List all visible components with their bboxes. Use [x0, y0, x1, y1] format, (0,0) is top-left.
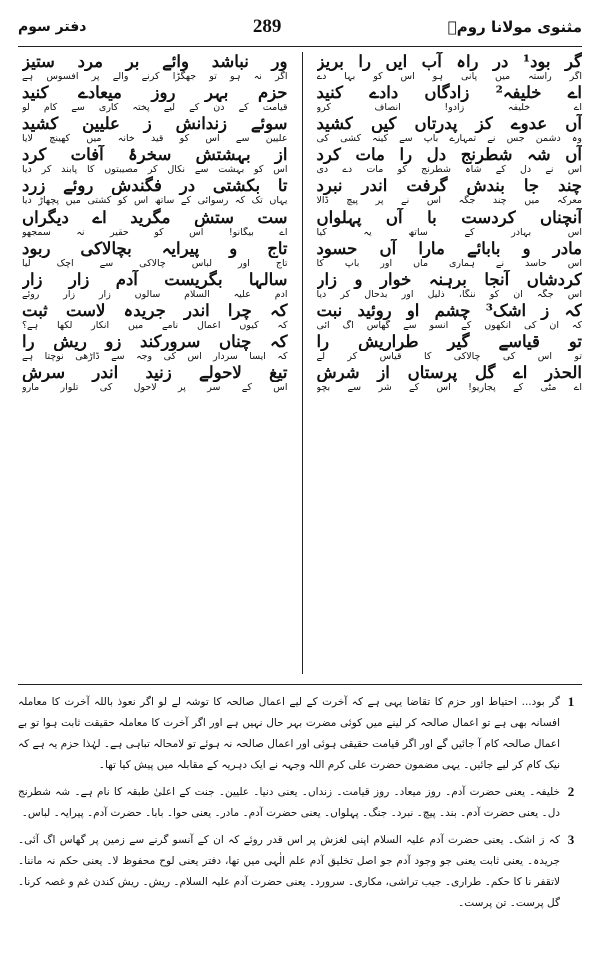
couplet	[317, 207, 583, 238]
translation-line: علیین سے اس کو قید خانہ میں کھینچ لایا	[22, 133, 288, 145]
couplet	[22, 114, 288, 145]
verse-line: الحذر اے گل پرستاں از شرش	[316, 363, 582, 383]
translation-line: کہ ان کی آنکھوں کے آنسو سے گھاس اگ آئی	[316, 319, 582, 331]
translation-line: اس جگہ ان کو ننگا، ذلیل اور بدحال کر دیا	[316, 288, 582, 300]
translation-line: اس کو بہشت سے نکال کر مصیبتوں کا پابند کر دیا	[22, 164, 288, 176]
footnote-number: 3	[567, 832, 575, 847]
couplet	[22, 52, 288, 83]
translation-line: قیامت کے دن کے لیے پختہ کاری سے کام لو	[22, 102, 288, 114]
couplet	[22, 145, 288, 176]
translation-line: آدم علیہ السلام سالوں زار زار روئے	[22, 288, 288, 300]
couplet	[22, 176, 288, 207]
translation-line: اس کے سر پر لاحول کی تلوار مارو	[22, 382, 288, 394]
footnote-text: گر بود... احتیاط اور حزم کا تقاضا یہی ہے کہ آخرت کے لیے اعمال صالحہ کا توشہ لے لو اگر نعوذ باللہ آخرت کا معاملہ افسانہ بھی ہے تو اعمال صالحہ کر لینے میں کوئی مضرت بہر حال نہیں ہے اور اگر آخرت کا معاملہ حقیقت ثابت ہوا تو بے اعمال صالحہ کام آ جائیں گے اور اگر قیامت حقیقی ہوئی اور اعمال صالحہ نہ ہوئے تو لامحالہ تباہی ہے۔ لہٰذا حزم یہ ہے کہ نیک کام کر لیے جائیں۔ یہی مضمون حضرت علی کرم اللہ وجہہ نے ایک دہریہ کے مقابلہ میں پیش کیا تھا۔	[18, 696, 560, 771]
couplet	[317, 239, 583, 270]
couplet	[22, 83, 288, 114]
verse-line: چند جا بندش گرفت اندر نبرد	[316, 176, 582, 196]
verse-line: گر بود¹ در راہ آب ایں را بریز	[316, 52, 582, 72]
verse-line: آنچناں کردست با آں پہلواں	[316, 207, 582, 227]
couplet	[317, 301, 583, 332]
translation-line: اگر نہ ہو تو جھگڑا کرنے والے پر افسوس ہے	[22, 71, 288, 83]
translation-line: تاج اور لباس چالاکی سے اچک لیا	[22, 257, 288, 269]
footnote-divider	[18, 684, 582, 685]
translation-line: تو اس کی چالاکی کا قیاس کر لے	[316, 350, 582, 362]
verse-line: حزم بہر روز میعادے کنید	[22, 83, 288, 103]
footnote-text: کہ ز اشک۔ یعنی حضرت آدم علیہ السلام اپنی لغزش پر اس قدر روئے کہ ان کے آنسو گرنے سے زمین پر گھاس اگ آئی۔ جریدہ۔ یعنی ثابت یعنی جو وجود آدم جو اصل تخلیق آدم علم الٰہی میں تھا، دفتر یعنی لوح محفوظ لا۔ یعنی حکم نہ ماننا۔ لاتقفر نا کا حکم۔ طراری۔ جیب تراشی، مکاری۔ سرورد۔ یعنی حضرت آدم علیہ السلام۔ ریش۔ ریش کندن غم و غصہ کرنا۔ گل پرست۔ تن پرست۔	[18, 834, 560, 909]
verse-line: کہ ز اشک³ چشم او روئید نبت	[316, 300, 582, 320]
verse-line: تاج و پیرایہ بچالاکی ربود	[22, 238, 288, 258]
verse-line: ست ستش مگرید اے دیگراں	[22, 207, 288, 227]
verse-line: از بہشتش سخرۂ آفات کرد	[22, 145, 288, 165]
couplet	[317, 176, 583, 207]
translation-line: یہاں تک کہ رسوائی کے ساتھ اس کو کشتی میں پچھاڑ دیا	[22, 195, 288, 207]
verse-line: تیغ لاحولے زنید اندر سرش	[22, 363, 288, 383]
couplet	[317, 270, 583, 301]
verse-line: تا بکشتی در فگندش روئے زرد	[22, 176, 288, 196]
couplet	[22, 363, 288, 394]
verse-line: مادر و بابائے مارا آں حسود	[316, 238, 582, 258]
page-number: 289	[252, 16, 282, 37]
footnote-text: خلیفہ۔ یعنی حضرت آدم۔ روز میعاد۔ روز قیامت۔ زنداں۔ یعنی دنیا۔ علیین۔ جنت کے اعلیٰ طبقہ کا نام ہے۔ شہ شطرنج دل۔ یعنی حضرت آدم۔ بند۔ پیچ۔ نبرد۔ جنگ۔ پہلواں۔ یعنی حضرت آدم۔ مادر۔ یعنی حوا۔ بابا۔ حضرت آدم۔ پیرایہ۔ لباس۔	[18, 786, 560, 819]
translation-line: اس بہادر کے ساتھ یہ کیا	[316, 226, 582, 238]
verse-line: سالہا بگریست آدم زار زار	[22, 269, 288, 289]
footnote-number: 2	[567, 784, 575, 799]
translation-line: کہ ایسا سردار اس کی وجہ سے ڈاڑھی نوچتا ہے	[22, 350, 288, 362]
verse-line: سوئے زندانش ز علیین کشید	[22, 114, 288, 134]
part-title: دفتر سوم	[18, 19, 87, 35]
verse-line: تو قیاسے گیر طراریش را	[316, 331, 582, 351]
translation-line: معرکہ میں چند جگہ اس نے پر پیچ ڈالا	[316, 195, 582, 207]
translation-line: اے خلیفہ زادو! انصاف کرو	[316, 102, 582, 114]
verse-line: آں شہ شطرنج دل را مات کرد	[316, 145, 582, 165]
poem-block	[22, 52, 582, 674]
translation-line: وہ دشمن جس نے تمہارے باپ سے کینہ کشی کی	[316, 133, 582, 145]
couplet	[317, 114, 583, 145]
verse-line: کہ چرا اندر جریدہ لاست ثبت	[22, 300, 288, 320]
verse-line: اے خلیفہ² زادگاں دادے کنید	[316, 83, 582, 103]
footnote	[18, 782, 582, 824]
verse-line: ور نباشد وائے بر مرد ستیز	[22, 52, 288, 72]
header-divider	[18, 46, 582, 47]
right-column	[303, 52, 583, 674]
translation-line: کہ کیوں اعمال نامے میں انکار لکھا ہے؟	[22, 319, 288, 331]
couplet	[317, 83, 583, 114]
couplet	[317, 363, 583, 394]
couplet	[22, 239, 288, 270]
couplet	[22, 207, 288, 238]
couplet	[317, 52, 583, 83]
translation-line: اس نے دل کے شاہ شطرنج کو مات دے دی	[316, 164, 582, 176]
verse-line: کہ چناں سرورکند زو ریش را	[22, 331, 288, 351]
verse-line: آں عدوے کز پدرتاں کیں کشید	[316, 114, 582, 134]
couplet	[22, 332, 288, 363]
couplet	[22, 301, 288, 332]
footnote	[18, 692, 582, 776]
translation-line: اے بیگانو! اس کو حقیر نہ سمجھو	[22, 226, 288, 238]
footnote-number: 1	[567, 694, 575, 709]
footnotes	[18, 692, 582, 920]
footnote	[18, 830, 582, 914]
translation-line: اگر راستہ میں پانی ہو اس کو بہا دے	[316, 71, 582, 83]
translation-line: اے مٹی کے پجاریو! اس کے شر سے بچو	[316, 382, 582, 394]
page-header	[18, 12, 582, 42]
left-column	[22, 52, 302, 674]
verse-line: کردشاں آنجا برہنہ خوار و زار	[316, 269, 582, 289]
couplet	[317, 145, 583, 176]
translation-line: اس حاسد نے ہماری ماں اور باپ کا	[316, 257, 582, 269]
couplet	[22, 270, 288, 301]
book-title: مثنوی مولانا رومؒ	[447, 18, 582, 36]
couplet	[317, 332, 583, 363]
column-divider	[302, 52, 303, 674]
